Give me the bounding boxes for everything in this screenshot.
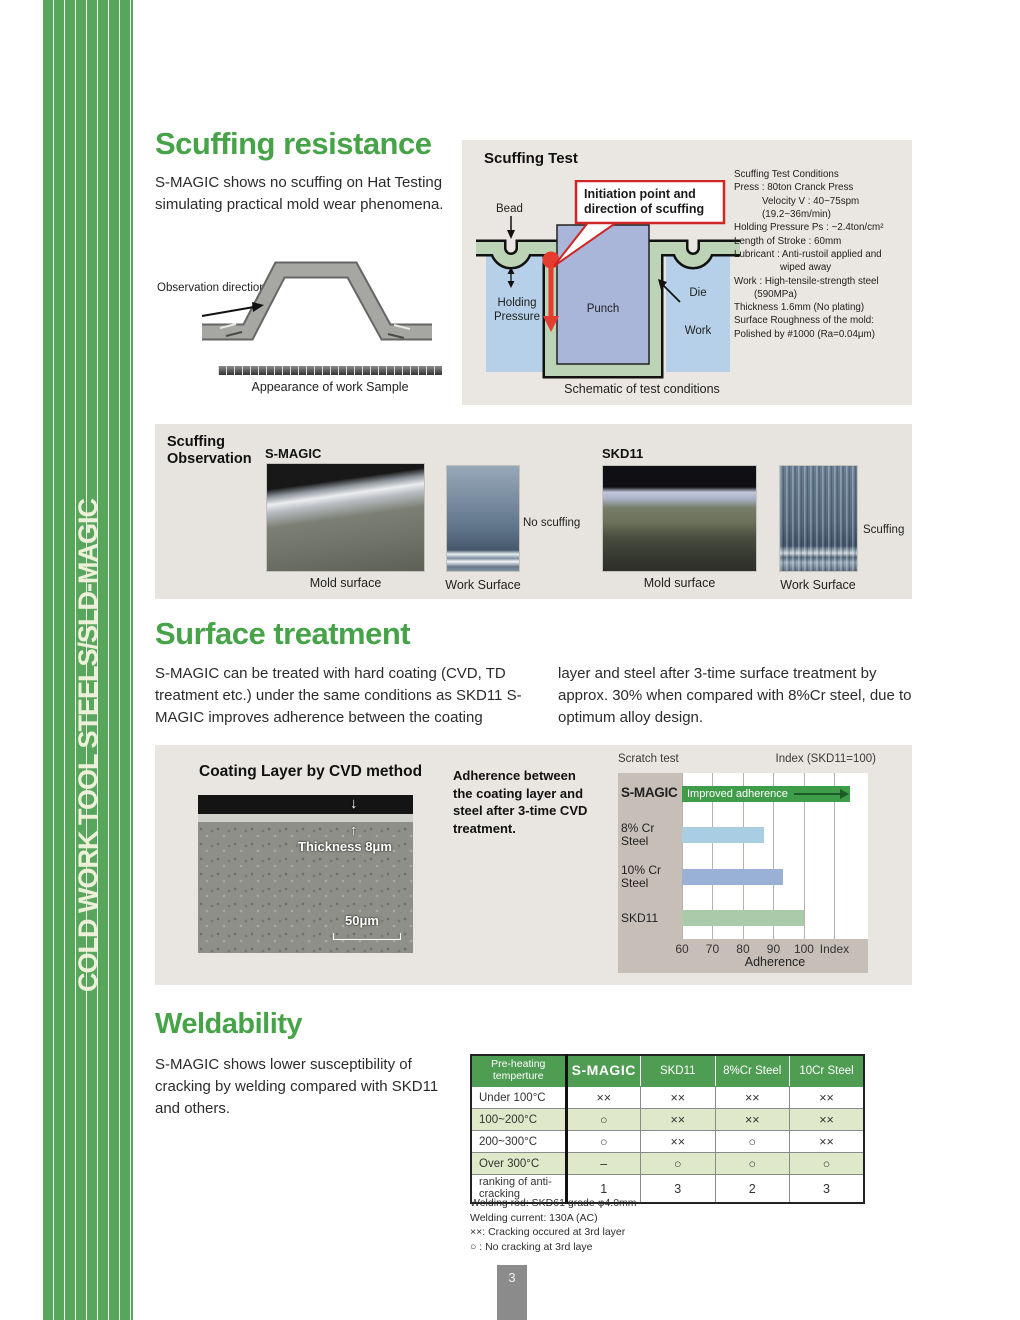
chart-bar-track <box>682 869 868 885</box>
no-scuffing-note: No scuffing <box>523 517 581 529</box>
condition-line: Polished by #1000 (Ra=0.04μm) <box>734 328 875 340</box>
chart-bar <box>682 869 783 885</box>
sidebar-vertical-title: COLD WORK TOOL STEELS/SLD-MAGIC <box>72 498 103 992</box>
table-row <box>471 1087 864 1109</box>
die-block <box>666 254 730 372</box>
observation-heading-line2: Observation <box>167 451 252 468</box>
mold-surface-caption: Mold surface <box>309 576 382 590</box>
table-cell: ○ <box>715 1153 790 1175</box>
condition-line: (19.2~36m/min) <box>762 208 831 220</box>
coating-layer-band <box>198 814 413 822</box>
chart-x-axis <box>675 942 868 956</box>
table-cell: ○ <box>566 1109 641 1131</box>
chart-row <box>618 898 868 938</box>
condition-line: Thickness 1.6mm (No plating) <box>734 302 865 314</box>
condition-line: Lubricant : Anti-rustoil applied and <box>734 248 882 260</box>
row-label: 200~300°C <box>471 1131 566 1153</box>
chart-bar-track <box>682 910 868 926</box>
improved-adherence-label: Improved adherence <box>687 787 788 800</box>
x-tick-label: 100 <box>793 942 814 956</box>
smagic-work-photo <box>447 466 519 571</box>
row-label: Over 300°C <box>471 1153 566 1175</box>
observation-heading-line1: Scuffing <box>167 434 225 450</box>
chart-bar <box>682 786 850 802</box>
scuffing-observation-panel <box>155 424 912 599</box>
chart-rows <box>618 773 868 939</box>
condition-line: (590MPa) <box>754 288 798 300</box>
hat-sample-outline <box>202 270 432 332</box>
ruler-image <box>218 366 442 375</box>
table-cell: ×× <box>566 1087 641 1109</box>
chart-category-label: SKD11 <box>621 910 659 925</box>
row-label: ranking of anti-cracking <box>471 1175 566 1204</box>
x-tick-label: 90 <box>766 942 781 956</box>
condition-line: Velocity V : 40~75spm <box>762 195 860 207</box>
observation-heading <box>167 434 252 469</box>
arrow-head-icon <box>840 789 849 799</box>
hat-sample-body <box>202 270 432 332</box>
table-cell: 1 <box>566 1175 641 1204</box>
row-label: 100~200°C <box>471 1109 566 1131</box>
table-cell: 3 <box>790 1175 865 1204</box>
chart-bar-track <box>682 827 868 843</box>
punch-label: Punch <box>586 303 620 315</box>
header-preheating: Pre-heating temperture <box>471 1055 566 1087</box>
table-cell: ×× <box>715 1087 790 1109</box>
header-10cr: 10Cr Steel <box>790 1055 865 1087</box>
chart-x-axis-label: Adherence <box>744 955 806 969</box>
scuffing-test-panel <box>462 140 912 405</box>
cvd-heading: Coating Layer by CVD method <box>199 763 423 780</box>
work-surface-caption: Work Surface <box>780 578 856 592</box>
observation-direction-arrow <box>202 307 254 316</box>
adherence-note: Adherence between the coating layer and steel after 3-time CVD treatment. <box>453 768 588 836</box>
table-row <box>471 1131 864 1153</box>
condition-line: Press : 80ton Cranck Press <box>734 182 854 194</box>
observation-direction-label: Observation direction <box>157 282 266 294</box>
scuffing-test-title: Scuffing Test <box>484 150 578 167</box>
chart-bar <box>682 910 804 926</box>
table-cell: ○ <box>566 1131 641 1153</box>
scuffing-intro-paragraph: S-MAGIC shows no scuffing on Hat Testing simulating practical mold wear phenomena. <box>155 174 444 213</box>
table-cell: ×× <box>715 1109 790 1131</box>
condition-line: wiped away <box>780 262 832 274</box>
chart-index-note: Index (SKD11=100) <box>775 753 876 765</box>
table-row <box>471 1153 864 1175</box>
table-cell: 2 <box>715 1175 790 1204</box>
scale-annotation: 50μm <box>345 913 379 928</box>
note-line: Welding current: 130A (AC) <box>470 1211 598 1224</box>
table-row <box>471 1109 864 1131</box>
weldability-notes <box>470 1196 637 1255</box>
table-header-row <box>471 1055 864 1087</box>
surface-paragraph-col1: S-MAGIC can be treated with hard coating (CVD, TD treatment etc.) under the same conditions as SKD11 S-MAGIC improves adherence between the coating <box>155 665 522 726</box>
chart-title: Scratch test <box>618 753 679 765</box>
thickness-annotation: Thickness 8μm <box>298 839 392 854</box>
table-cell: ×× <box>641 1087 716 1109</box>
header-8cr: 8%Cr Steel <box>715 1055 790 1087</box>
table-cell: 3 <box>641 1175 716 1204</box>
table-cell: ×× <box>790 1109 865 1131</box>
schematic-caption: Schematic of test conditions <box>564 382 720 396</box>
test-conditions-block <box>734 168 906 341</box>
micrograph-top-band <box>198 795 413 814</box>
skd11-work-photo <box>780 466 857 571</box>
work-surface-caption: Work Surface <box>445 578 521 592</box>
skd11-mold-photo <box>603 466 756 571</box>
condition-line: Work : High-tensile-strength steel <box>734 275 879 287</box>
x-tick-label: 80 <box>736 942 750 956</box>
weldability-table <box>470 1054 865 1204</box>
holding-pressure-label-2: Pressure <box>493 311 541 323</box>
condition-line: Surface Roughness of the mold: <box>734 315 874 327</box>
smagic-mold-photo <box>267 464 424 571</box>
scuffing-test-schematic <box>468 180 748 400</box>
x-tick-label: Index <box>819 942 850 956</box>
arrow-head-icon <box>507 230 515 239</box>
work-sample-photo <box>190 230 445 362</box>
table-cell: ×× <box>790 1087 865 1109</box>
bead-label: Bead <box>496 203 523 215</box>
up-arrow-icon: ↑ <box>350 822 358 839</box>
page-number-tab <box>497 1265 527 1320</box>
table-cell: ×× <box>641 1109 716 1131</box>
skd11-label: SKD11 <box>602 446 644 461</box>
table-cell: ×× <box>790 1131 865 1153</box>
x-tick-label: 70 <box>705 942 720 956</box>
note-line: ××: Cracking occured at 3rd layer <box>470 1226 626 1239</box>
callout-text-line1: Initiation point and <box>584 187 696 201</box>
table-cell: – <box>566 1153 641 1175</box>
chart-category-label: 8% Cr Steel <box>621 821 655 849</box>
scuffing-resistance-heading: Scuffing resistance <box>155 126 432 161</box>
condition-line: Scuffing Test Conditions <box>734 169 839 180</box>
surface-treatment-heading: Surface treatment <box>155 616 411 651</box>
sidebar-label-wrap <box>43 500 133 990</box>
cvd-micrograph-photo <box>198 795 413 953</box>
weldability-paragraph: S-MAGIC shows lower susceptibility of cracking by welding compared with SKD11 and others. <box>155 1056 439 1117</box>
weldability-heading: Weldability <box>155 1008 303 1040</box>
row-label: Under 100°C <box>471 1087 566 1109</box>
chart-row <box>618 774 868 814</box>
adherence-chart <box>618 773 868 973</box>
header-smagic: S-MAGIC <box>566 1055 641 1087</box>
scuffing-note: Scuffing <box>863 524 905 536</box>
table-cell: ×× <box>641 1131 716 1153</box>
die-label: Die <box>689 287 707 299</box>
sample-caption: Appearance of work Sample <box>251 380 409 394</box>
condition-line: Length of Stroke : 60mm <box>734 235 842 247</box>
chart-row <box>618 815 868 855</box>
mold-surface-caption: Mold surface <box>643 576 716 590</box>
table-cell: ○ <box>790 1153 865 1175</box>
chart-bar-track <box>682 786 868 802</box>
chart-bar <box>682 827 764 843</box>
chart-header <box>618 753 876 765</box>
scale-bar <box>333 933 401 940</box>
x-tick-label: 60 <box>675 942 689 956</box>
condition-line: Holding Pressure Ps : ~2.4ton/cm² <box>734 222 884 234</box>
smagic-label: S-MAGIC <box>265 446 322 461</box>
arrow-line <box>794 793 840 796</box>
down-arrow-icon: ↓ <box>350 795 358 812</box>
initiation-point-dot <box>543 252 560 269</box>
chart-row <box>618 857 868 897</box>
note-line: ○ : No cracking at 3rd laye <box>470 1241 593 1254</box>
page-number: 3 <box>508 1270 516 1285</box>
note-line: Welding rod: SKD61 grade φ4.0mm <box>470 1197 637 1209</box>
table-cell: ○ <box>715 1131 790 1153</box>
chart-category-label: S-MAGIC <box>621 785 678 801</box>
chart-category-label: 10% Cr Steel <box>621 862 662 890</box>
surface-treatment-panel <box>155 745 912 985</box>
table-cell: ○ <box>641 1153 716 1175</box>
callout-text-line2: direction of scuffing <box>584 202 705 216</box>
work-label: Work <box>684 325 712 337</box>
header-skd11: SKD11 <box>641 1055 716 1087</box>
holding-pressure-label-1: Holding <box>497 297 537 309</box>
surface-paragraph-col2: layer and steel after 3-time surface treatment by approx. 30% when compared with 8%Cr steel, due to optimum alloy design. <box>558 665 912 726</box>
